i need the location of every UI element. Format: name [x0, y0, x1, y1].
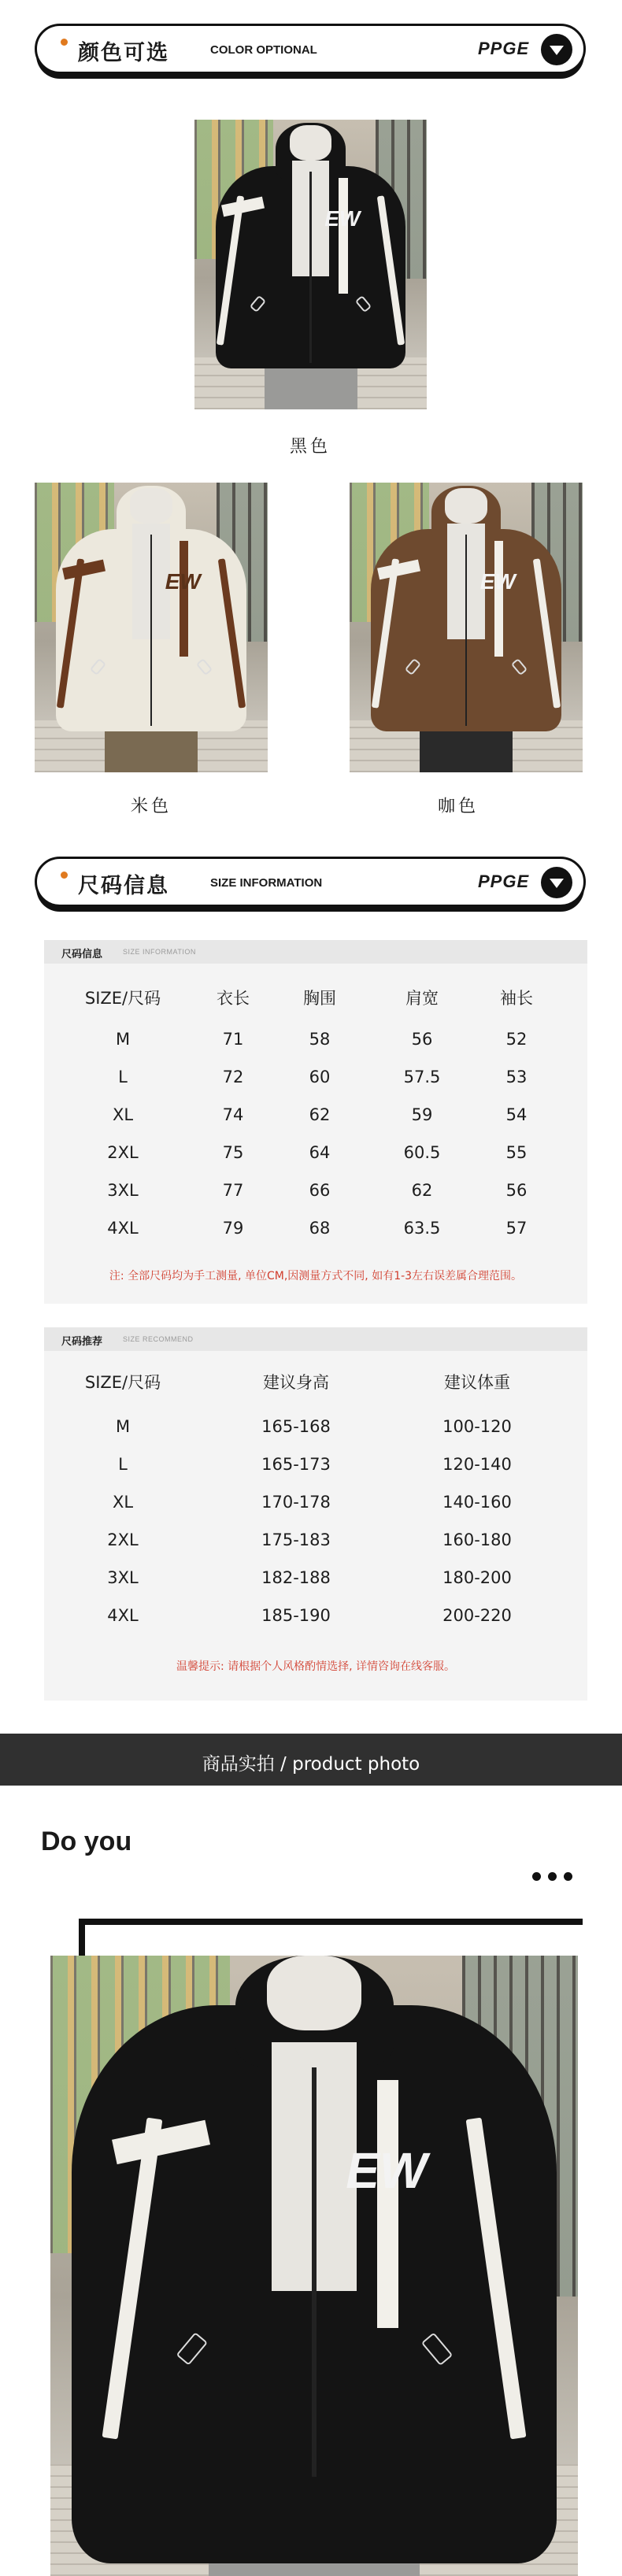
section-title-en: COLOR OPTIONAL: [210, 43, 317, 57]
size-cell: L: [118, 1068, 128, 1086]
size-cell: XL: [112, 1493, 134, 1512]
panel-title-en: SIZE INFORMATION: [123, 948, 196, 956]
column-header: SIZE/尺码: [84, 989, 161, 1008]
accent-dot: [61, 872, 68, 879]
column-header: 建议身高: [263, 1373, 329, 1392]
table-cell: 182-188: [261, 1568, 331, 1587]
chevron-down-icon[interactable]: [541, 867, 572, 898]
column-header: 胸围: [303, 989, 336, 1008]
product-photo-banner: [0, 1734, 622, 1786]
table-cell: 100-120: [442, 1417, 512, 1436]
table-cell: 120-140: [442, 1455, 512, 1474]
size-cell: 3XL: [107, 1568, 139, 1587]
section-title-cn: 颜色可选: [78, 41, 169, 65]
table-cell: 170-178: [261, 1493, 331, 1512]
size-table-note: 注: 全部尺码均为手工测量, 单位CM,因测量方式不同, 如有1-3左右误差属合理范围。: [109, 1270, 523, 1282]
banner-title: 商品实拍 / product photo: [202, 1754, 420, 1775]
brand-logo: PPGE: [478, 872, 530, 891]
jacket-logo: EW: [165, 569, 201, 594]
table-cell: 53: [505, 1068, 528, 1086]
size-cell: M: [115, 1030, 131, 1049]
brown-jacket-photo: [350, 483, 583, 772]
table-cell: 200-220: [442, 1606, 512, 1625]
color-section-header: [35, 24, 586, 74]
size-cell: 2XL: [107, 1143, 139, 1162]
table-cell: 185-190: [261, 1606, 331, 1625]
table-cell: 140-160: [442, 1493, 512, 1512]
table-cell: 63.5: [403, 1219, 441, 1238]
panel-title-bar: [44, 1327, 587, 1351]
brand-logo: PPGE: [478, 39, 530, 58]
table-cell: 74: [222, 1105, 244, 1124]
more-icon[interactable]: [532, 1872, 576, 1882]
size-cell: M: [115, 1417, 131, 1436]
panel-title-cn: 尺码推荐: [61, 1336, 103, 1348]
chevron-down-icon[interactable]: [541, 34, 572, 65]
table-cell: 56: [505, 1181, 528, 1200]
section-title-cn: 尺码信息: [78, 874, 169, 898]
size-cell: 4XL: [107, 1606, 139, 1625]
color-label-black: 黑色: [289, 437, 331, 457]
table-cell: 68: [309, 1219, 331, 1238]
table-cell: 57.5: [403, 1068, 441, 1086]
size-cell: 4XL: [107, 1219, 139, 1238]
column-header: 肩宽: [405, 989, 439, 1008]
size-recommend-panel: [44, 1327, 587, 1701]
jacket-logo: EW: [324, 206, 361, 231]
table-cell: 72: [222, 1068, 244, 1086]
table-cell: 175-183: [261, 1530, 331, 1549]
table-cell: 75: [222, 1143, 244, 1162]
section-heading: Do you: [41, 1827, 132, 1856]
jacket-logo: EW: [479, 569, 516, 594]
beige-jacket-photo: [35, 483, 268, 772]
column-header: 衣长: [217, 989, 250, 1008]
table-cell: 71: [222, 1030, 244, 1049]
black-jacket-photo: [194, 120, 427, 409]
panel-title-en: SIZE RECOMMEND: [123, 1335, 194, 1343]
size-cell: L: [118, 1455, 128, 1474]
table-cell: 62: [309, 1105, 331, 1124]
table-cell: 60.5: [403, 1143, 441, 1162]
table-cell: 165-173: [261, 1455, 331, 1474]
size-cell: 2XL: [107, 1530, 139, 1549]
table-cell: 58: [309, 1030, 331, 1049]
table-cell: 165-168: [261, 1417, 331, 1436]
size-info-panel: [44, 940, 587, 1304]
color-label-brown: 咖色: [437, 797, 479, 816]
table-cell: 79: [222, 1219, 244, 1238]
table-cell: 59: [411, 1105, 433, 1124]
table-cell: 62: [411, 1181, 433, 1200]
table-cell: 57: [505, 1219, 528, 1238]
column-header: 袖长: [500, 989, 533, 1008]
table-cell: 55: [505, 1143, 528, 1162]
table-cell: 56: [411, 1030, 433, 1049]
table-cell: 66: [309, 1181, 331, 1200]
size-cell: XL: [112, 1105, 134, 1124]
black-jacket-closeup-photo: [50, 1956, 578, 2576]
jacket-logo: EW: [346, 2142, 428, 2200]
size-section-header: [35, 857, 586, 907]
table-cell: 54: [505, 1105, 528, 1124]
frame-top-border: [79, 1919, 583, 1925]
column-header: SIZE/尺码: [84, 1373, 161, 1392]
panel-title-cn: 尺码信息: [61, 949, 103, 960]
table-cell: 52: [505, 1030, 528, 1049]
color-label-beige: 米色: [130, 797, 172, 816]
size-cell: 3XL: [107, 1181, 139, 1200]
accent-dot: [61, 39, 68, 46]
panel-title-bar: [44, 940, 587, 964]
table-cell: 180-200: [442, 1568, 512, 1587]
section-title-en: SIZE INFORMATION: [210, 876, 323, 890]
table-cell: 64: [309, 1143, 331, 1162]
column-header: 建议体重: [444, 1373, 510, 1392]
table-cell: 60: [309, 1068, 331, 1086]
recommend-table-note: 温馨提示: 请根据个人风格酌情选择, 详情咨询在线客服。: [176, 1660, 456, 1673]
table-cell: 77: [222, 1181, 244, 1200]
table-cell: 160-180: [442, 1530, 512, 1549]
